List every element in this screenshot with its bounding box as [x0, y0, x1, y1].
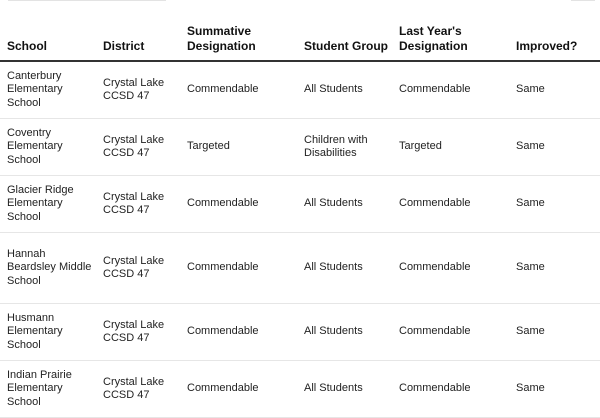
column-header-school[interactable]: School [0, 8, 96, 61]
cell-district: Crystal Lake CCSD 47 [96, 61, 180, 119]
cell-improved: Same [509, 61, 600, 119]
cell-student-group: All Students [297, 304, 392, 361]
cell-district: Crystal Lake CCSD 47 [96, 176, 180, 233]
cell-last-years-designation: Commendable [392, 176, 509, 233]
table-row [0, 61, 600, 119]
cell-improved: Same [509, 176, 600, 233]
cell-summative-designation: Commendable [180, 361, 297, 418]
cell-student-group: All Students [297, 233, 392, 304]
table-row [0, 304, 600, 361]
header-row [0, 8, 600, 61]
cell-district: Crystal Lake CCSD 47 [96, 304, 180, 361]
cell-last-years-designation: Commendable [392, 304, 509, 361]
table-row [0, 361, 600, 418]
column-header-improved[interactable]: Improved? [509, 8, 600, 61]
cell-school: Hannah Beardsley Middle School [0, 233, 96, 304]
cell-school: Indian Prairie Elementary School [0, 361, 96, 418]
cell-improved: Same [509, 233, 600, 304]
cell-district: Crystal Lake CCSD 47 [96, 119, 180, 176]
cell-summative-designation: Commendable [180, 176, 297, 233]
cell-school: Glacier Ridge Elementary School [0, 176, 96, 233]
cell-school: Husmann Elementary School [0, 304, 96, 361]
cell-student-group: All Students [297, 361, 392, 418]
cell-student-group: All Students [297, 176, 392, 233]
cell-school: Canterbury Elementary School [0, 61, 96, 119]
cell-school: Coventry Elementary School [0, 119, 96, 176]
column-header-student-group[interactable]: Student Group [297, 8, 392, 61]
school-designations-table [0, 8, 600, 418]
column-header-last-years-designation[interactable]: Last Year's Designation [392, 8, 509, 61]
cell-improved: Same [509, 304, 600, 361]
top-strip [0, 0, 600, 4]
cell-improved: Same [509, 119, 600, 176]
cell-summative-designation: Commendable [180, 304, 297, 361]
table-body [0, 61, 600, 418]
table-row [0, 119, 600, 176]
cell-student-group: Children with Disabilities [297, 119, 392, 176]
cell-last-years-designation: Commendable [392, 361, 509, 418]
table-header [0, 8, 600, 61]
control-edge [571, 0, 595, 1]
cell-student-group: All Students [297, 61, 392, 119]
cell-last-years-designation: Commendable [392, 61, 509, 119]
column-header-summative-designation[interactable]: Summative Designation [180, 8, 297, 61]
cell-district: Crystal Lake CCSD 47 [96, 361, 180, 418]
cell-summative-designation: Targeted [180, 119, 297, 176]
search-bar-edge [8, 0, 166, 1]
cell-last-years-designation: Targeted [392, 119, 509, 176]
column-header-district[interactable]: District [96, 8, 180, 61]
cell-district: Crystal Lake CCSD 47 [96, 233, 180, 304]
cell-summative-designation: Commendable [180, 61, 297, 119]
cell-summative-designation: Commendable [180, 233, 297, 304]
cell-last-years-designation: Commendable [392, 233, 509, 304]
cell-improved: Same [509, 361, 600, 418]
table-row [0, 233, 600, 304]
table-row [0, 176, 600, 233]
